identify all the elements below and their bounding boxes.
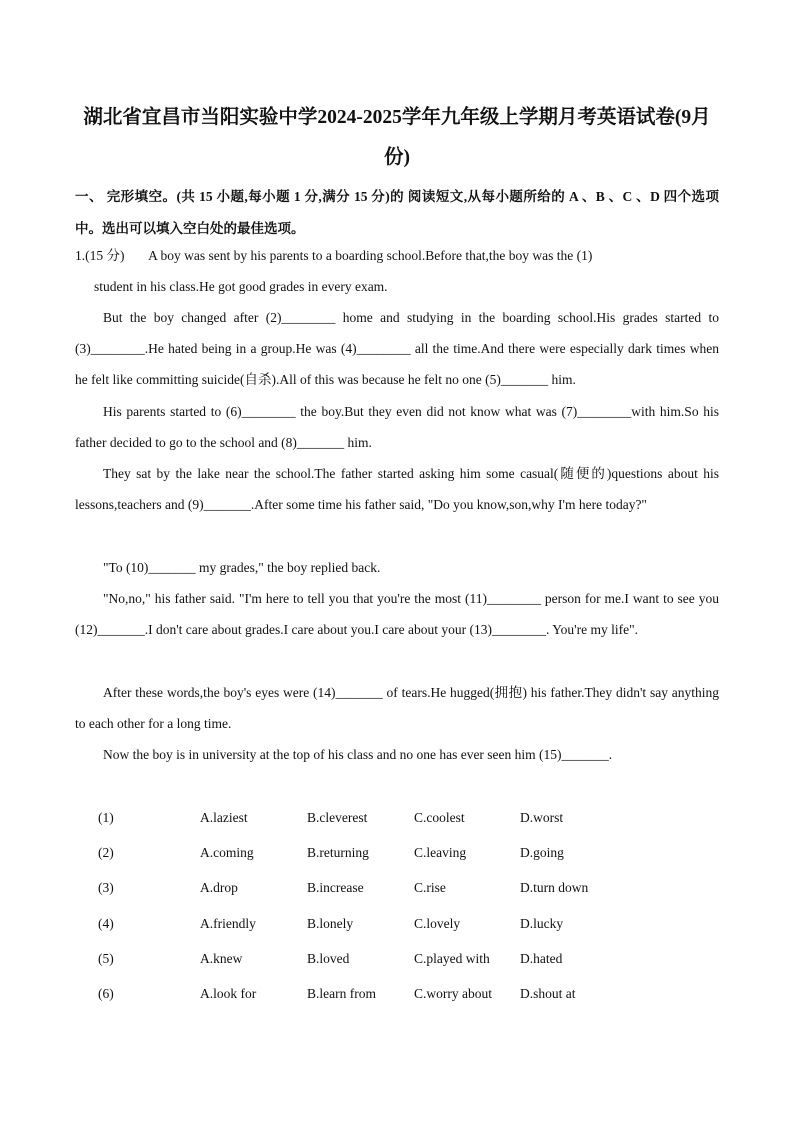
passage-paragraph: Now the boy is in university at the top of his class and no one has ever seen him (15)_______. bbox=[103, 747, 613, 762]
option-c: C.worry about bbox=[414, 985, 492, 1001]
page-title: 湖北省宜昌市当阳实验中学2024-2025学年九年级上学期月考英语试卷(9月份) bbox=[83, 107, 711, 168]
option-number: (3) bbox=[98, 880, 114, 896]
option-b: B.loved bbox=[307, 950, 350, 966]
option-a: A.knew bbox=[200, 950, 243, 966]
option-d: D.lucky bbox=[520, 915, 564, 931]
option-row bbox=[75, 908, 719, 943]
option-c: C.played with bbox=[414, 950, 490, 966]
option-row bbox=[75, 943, 719, 978]
answer-options-table bbox=[75, 802, 719, 1013]
option-c: C.coolest bbox=[414, 810, 465, 825]
option-number: (6) bbox=[98, 985, 114, 1001]
option-a: A.coming bbox=[200, 845, 254, 861]
question-1-intro bbox=[75, 240, 719, 302]
option-b: B.learn from bbox=[307, 985, 376, 1001]
option-b: B.increase bbox=[307, 880, 364, 896]
option-number: (4) bbox=[98, 915, 114, 931]
option-a: A.laziest bbox=[200, 810, 248, 825]
passage-paragraph: But the boy changed after (2)________ home and studying in the boarding school.His grades started to (3)________.He hated being in a group.He was (4)________ all the time.And there were especially dark times when he felt like committing suicide(自杀).All of this was because he felt no one (5)_______ him. bbox=[75, 310, 719, 387]
passage-paragraph: His parents started to (6)________ the boy.But they even did not know what was (7)________with him.So his father decided to go to the school and (8)_______ him. bbox=[75, 404, 719, 450]
option-number: (2) bbox=[98, 845, 114, 861]
option-b: B.returning bbox=[307, 845, 369, 861]
option-a: A.drop bbox=[200, 880, 238, 896]
passage-paragraph: They sat by the lake near the school.The father started asking him some casual(随便的)questions about his lessons,teachers and (9)_______.After some time his father said, "Do you know,son,why I'm here today?" bbox=[75, 466, 719, 512]
passage-paragraph: "No,no," his father said. "I'm here to tell you that you're the most (11)________ person for me.I want to see you (12)_______.I don't care about grades.I care about you.I care about your (13)________. You're my life". bbox=[75, 591, 719, 637]
passage-paragraph: After these words,the boy's eyes were (14)_______ of tears.He hugged(拥抱) his father.They didn't say anything to each other for a long time. bbox=[75, 685, 719, 731]
option-c: C.leaving bbox=[414, 845, 467, 861]
section-instructions: 一、 完形填空。(共 15 小题,每小题 1 分,满分 15 分)的 阅读短文,从每小题所给的 A 、B 、C 、D 四个选项中。选出可以填入空白处的最佳选项。 bbox=[75, 189, 719, 236]
option-d: D.going bbox=[520, 845, 564, 861]
passage-paragraph: "To (10)_______ my grades," the boy replied back. bbox=[103, 560, 381, 575]
option-b: B.cleverest bbox=[307, 810, 368, 825]
option-b: B.lonely bbox=[307, 915, 354, 931]
option-d: D.shout at bbox=[520, 985, 576, 1001]
option-row bbox=[75, 837, 719, 872]
question-number: 1.(15 分) bbox=[75, 248, 125, 263]
option-d: D.worst bbox=[520, 810, 564, 825]
option-a: A.look for bbox=[200, 985, 257, 1001]
option-c: C.lovely bbox=[414, 915, 461, 931]
option-row bbox=[75, 872, 719, 907]
option-row bbox=[75, 978, 719, 1013]
option-d: D.hated bbox=[520, 950, 563, 966]
question-first-line-cont: student in his class.He got good grades in every exam. bbox=[94, 279, 388, 294]
option-row bbox=[75, 802, 719, 837]
option-c: C.rise bbox=[414, 880, 446, 896]
option-d: D.turn down bbox=[520, 880, 589, 896]
option-number: (1) bbox=[98, 810, 114, 825]
option-a: A.friendly bbox=[200, 915, 256, 931]
option-number: (5) bbox=[98, 950, 114, 966]
question-first-line: A boy was sent by his parents to a boarding school.Before that,the boy was the (1) bbox=[148, 248, 593, 263]
